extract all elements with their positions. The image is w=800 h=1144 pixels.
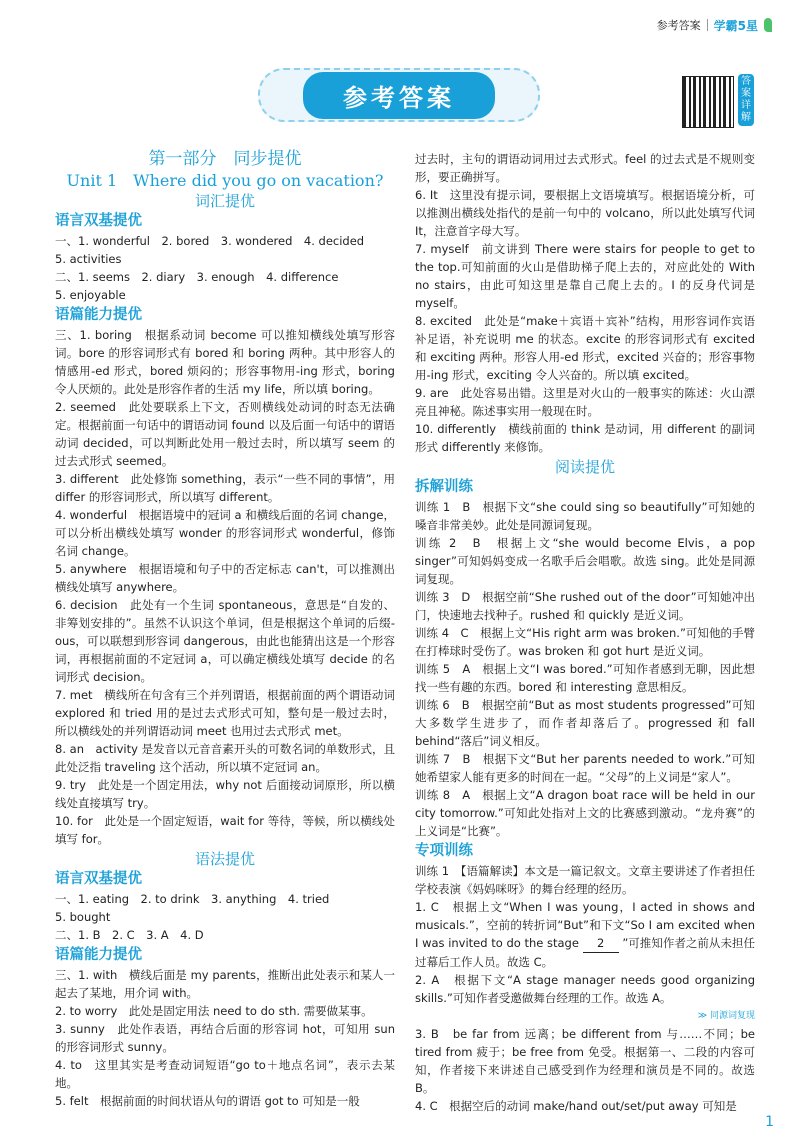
answer-paragraph: 4. C 根据空后的动词 make/hand out/set/put away 可知是 xyxy=(415,1099,737,1113)
answer-line: 5. bought xyxy=(55,910,111,924)
answer-paragraph: 训练 1 【语篇解读】本文是一篇记叙文。文章主要讲述了作者担任学校表演《妈妈咪呀》的舞台经理的经历。 xyxy=(415,864,755,896)
answer-paragraph: 2. A 根据下文“A stage manager needs good organizing skills.”可知作者受邀做舞台经理的工作。故选 A。 xyxy=(415,973,755,1005)
answer-paragraph: 3. sunny 此处作表语，再结合后面的形容词 hot，可知用 sun 的形容词形式 sunny。 xyxy=(55,1022,395,1054)
answer-paragraph: 3. different 此处修饰 something，表示“一些不同的事情”，用 differ 的形容词形式，所以填写 different。 xyxy=(55,472,395,504)
answer-line: 一、1. wonderful 2. bored 3. wondered 4. decided xyxy=(55,234,365,248)
brand-logo: 学霸5星 xyxy=(713,18,758,33)
unit-title: Unit 1 Where did you go on vacation? xyxy=(66,171,384,190)
vocab-title: 词汇提优 xyxy=(194,192,255,210)
section-heading: 语篇能力提优 xyxy=(55,307,142,323)
answer-paragraph: 4. to 这里其实是考查动词短语“go to＋地点名词”，表示去某地。 xyxy=(55,1058,395,1090)
answer-paragraph: 2. seemed 此处要联系上下文，否则横线处动词的时态无法确定。根据前面一句话中的谓语动词 found 以及后面一句话中的谓语动词 decided，可以判断此处用一般过去时，所以填写 seem 的过去式形式 seemed。 xyxy=(55,400,395,468)
answer-paragraph: 训练 7 B 根据下文“But her parents needed to work.”可知她希望家人能有更多的时间在一起。“父母”的上义词是“家人”。 xyxy=(415,752,755,784)
answer-text: 1. C 根据上文“When I was young，I acted in shows and musicals.”，空前的转折词“But”和下文“So I am excited when I was invited to do the stage xyxy=(415,900,755,950)
section-heading: 语言双基提优 xyxy=(55,871,142,887)
answer-paragraph: 三、1. with 横线后面是 my parents，推断出此处表示和某人一起去了某地，用介词 with。 xyxy=(55,968,395,1000)
answer-paragraph: 10. differently 横线前面的 think 是动词，用 different 的副词形式 differently 来修饰。 xyxy=(415,422,755,454)
part-title: 第一部分 同步提优 xyxy=(148,149,302,169)
reading-title: 阅读提优 xyxy=(554,458,615,476)
answer-paragraph: 训练 3 D 根据空前“She rushed out of the door”可知她冲出门，快速地去找种子。rushed 和 quickly 是近义词。 xyxy=(415,590,755,622)
answer-line: 5. enjoyable xyxy=(55,288,126,302)
answer-paragraph xyxy=(415,898,755,971)
qr-code-icon[interactable] xyxy=(682,76,734,128)
qr-label: 答案详解 xyxy=(738,74,754,126)
answer-line: 二、1. seems 2. diary 3. enough 4. difference xyxy=(55,270,339,284)
answer-paragraph: 6. decision 此处有一个生词 spontaneous，意思是“自发的、非筹划安排的”。虽然不认识这个单词，但是根据这个单词的后缀-ous，可以联想到形容词 dangerous，由此也能猜出这是一个形容词，再根据前面的不定冠词 a，可以确定横线处填写 decide 的名词形式 decision。 xyxy=(55,598,395,684)
answer-paragraph: 训练 1 B 根据下文“she could sing so beautifully”可知她的嗓音非常美妙。此处是同源词复现。 xyxy=(415,500,755,532)
answer-paragraph: 7. met 横线所在句含有三个并列谓语，根据前面的两个谓语动词 explored 和 tried 用的是过去式形式可知，整句是一般过去时，所以横线处的并列谓语动词 meet 也用过去式形式 met。 xyxy=(55,688,395,738)
tip-note: ≫ 同源词复现 xyxy=(697,1011,755,1021)
answer-paragraph: 过去时，主句的谓语动词用过去式形式。feel 的过去式是不规则变形，要正确拼写。 xyxy=(415,152,755,184)
answer-line: 二、1. B 2. C 3. A 4. D xyxy=(55,928,204,942)
section-heading: 拆解训练 xyxy=(415,479,473,495)
answer-line: 5. activities xyxy=(55,252,122,266)
answer-paragraph: 训练 4 C 根据上文“His right arm was broken.”可知他的手臂在打棒球时受伤了。was broken 和 got hurt 是近义词。 xyxy=(415,626,755,658)
section-heading: 专项训练 xyxy=(415,843,473,859)
section-heading: 语言双基提优 xyxy=(55,213,142,229)
answer-paragraph: 训练 6 B 根据空前“But as most students progressed”可知大多数学生进步了，而作者却落后了。progressed 和 fall behind“落后”词义相反。 xyxy=(415,698,755,748)
left-column xyxy=(55,150,395,1110)
right-column xyxy=(415,150,755,1115)
leaf-icon xyxy=(764,18,772,32)
answer-paragraph: 4. wonderful 根据语境中的冠词 a 和横线后面的名词 change，可以分析出横线处填写 wonder 的形容词形式 wonderful，修饰名词 change。 xyxy=(55,508,395,558)
header-section: 参考答案 xyxy=(656,19,701,32)
page-number: 1 xyxy=(765,1114,774,1130)
answer-text: ”可推知作者之前从未担任过幕后工作人员。故选 C。 xyxy=(415,936,755,969)
answer-paragraph: 8. excited 此处是“make＋宾语＋宾补”结构，用形容词作宾语补足语，补充说明 me 的状态。excite 的形容词形式有 excited 和 exciting 两种。形容人用-ed 形式，excited 兴奋的；形容事物用-ing 形式，exciting 令人兴奋的。所以填 excited。 xyxy=(415,314,755,382)
answer-paragraph: 三、1. boring 根据系动词 become 可以推知横线处填写形容词。bore 的形容词形式有 bored 和 boring 两种。其中形容人的情感用-ed 形式，bored 烦闷的；形容事物用-ing 形式，boring 令人厌烦的。此处是形容作者的生活 my life，所以填 boring。 xyxy=(55,328,395,396)
answer-paragraph: 6. It 这里没有提示词，要根据上文语境填写。根据语境分析，可以推测出横线处指代的是前一句中的 volcano，所以此处填写代词 It，注意首字母大写。 xyxy=(415,188,755,238)
answer-paragraph: 5. felt 根据前面的时间状语从句的谓语 got to 可知是一般 xyxy=(55,1094,360,1108)
page-title: 参考答案 xyxy=(303,72,495,119)
answer-paragraph: 8. an activity 是发音以元音音素开头的可数名词的单数形式，且此处泛指 traveling 这个活动，所以填不定冠词 an。 xyxy=(55,742,395,774)
answer-paragraph: 训练 8 A 根据上文“A dragon boat race will be held in our city tomorrow.”可知此处指对上文的比赛感到激动。“龙舟赛”的上义词是“比赛”。 xyxy=(415,788,755,838)
answer-paragraph: 7. myself 前文讲到 There were stairs for people to get to the top.可知前面的火山是借助梯子爬上去的，对应此处的 With no stairs，由此可知这里是靠自己爬上去的。I 的反身代词是 myself。 xyxy=(415,242,755,310)
page-header xyxy=(657,10,772,40)
grammar-title: 语法提优 xyxy=(194,850,255,868)
answer-paragraph: 9. are 此处容易出错。这里是对火山的一般事实的陈述：火山漂亮且神秘。陈述事实用一般现在时。 xyxy=(415,386,755,418)
answer-paragraph: 10. for 此处是一个固定短语，wait for 等待，等候，所以横线处填写 for。 xyxy=(55,814,395,846)
answer-paragraph: 3. B be far from 远离；be different from 与……不同；be tired from 疲于；be free from 免受。根据第一、二段的内容可知，作者接下来讲述自己感受到作为经理和演员是不同的。故选 B。 xyxy=(415,1027,755,1095)
section-heading: 语篇能力提优 xyxy=(55,947,142,963)
title-banner xyxy=(258,68,540,122)
answer-paragraph: 训练 2 B 根据上文“she would become Elvis，a pop singer”可知妈妈变成一名歌手后会唱歌。故选 sing。此处是同源词复现。 xyxy=(415,536,755,586)
header-divider xyxy=(707,19,708,31)
blank-number: 2 xyxy=(583,934,619,953)
answer-paragraph: 2. to worry 此处是固定用法 need to do sth. 需要做某事。 xyxy=(55,1004,373,1018)
answer-paragraph: 训练 5 A 根据上文“I was bored.”可知作者感到无聊，因此想找一些有趣的东西。bored 和 interesting 意思相反。 xyxy=(415,662,755,694)
answer-paragraph: 5. anywhere 根据语境和句子中的否定标志 can't，可以推测出横线处填写 anywhere。 xyxy=(55,562,395,594)
answer-line: 一、1. eating 2. to drink 3. anything 4. tried xyxy=(55,892,330,906)
answer-paragraph: 9. try 此处是一个固定用法，why not 后面接动词原形，所以横线处直接填写 try。 xyxy=(55,778,395,810)
